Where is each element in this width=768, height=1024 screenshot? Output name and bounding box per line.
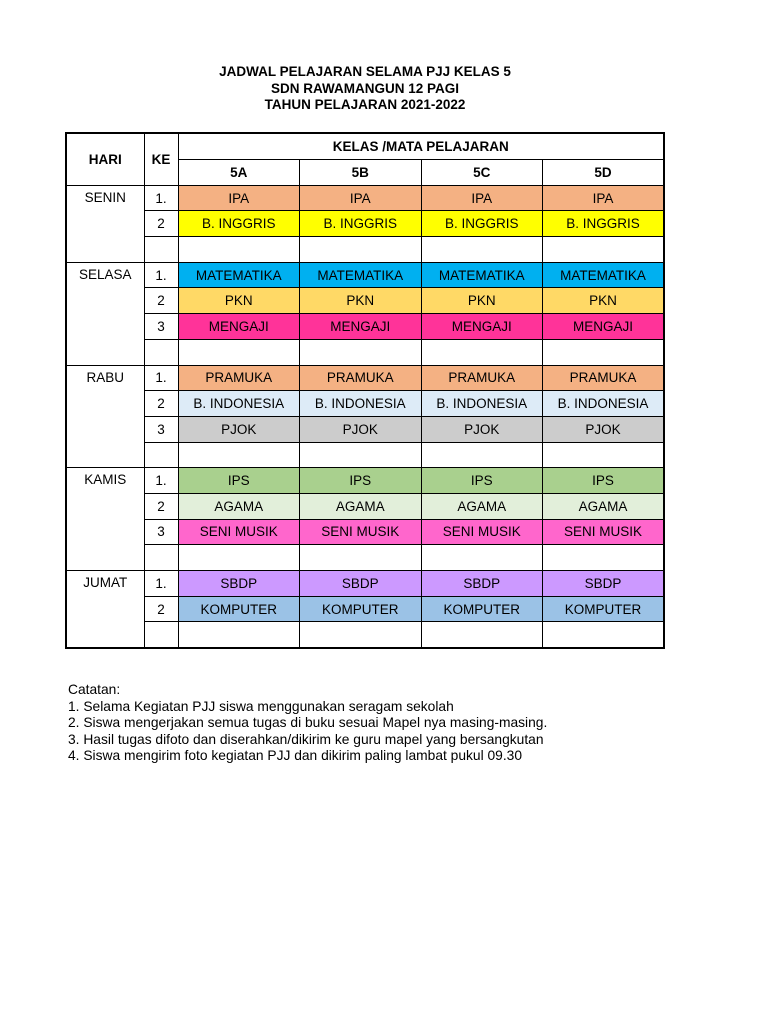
notes-item-1: 1. Selama Kegiatan PJJ siswa menggunakan seragam sekolah bbox=[68, 698, 454, 714]
subject-cell-5b: MENGAJI bbox=[300, 314, 422, 340]
document-title: JADWAL PELAJARAN SELAMA PJJ KELAS 5 bbox=[219, 64, 511, 79]
subject-cell-5c: PKN bbox=[421, 288, 543, 314]
notes-section bbox=[68, 682, 547, 765]
table-row bbox=[66, 468, 664, 494]
subject-cell-5a: MENGAJI bbox=[178, 314, 300, 340]
period-number bbox=[144, 237, 178, 263]
subject-cell-5a bbox=[178, 442, 300, 468]
subject-cell-5d: PJOK bbox=[543, 416, 665, 442]
subject-cell-5d: SENI MUSIK bbox=[543, 519, 665, 545]
table-row bbox=[66, 391, 664, 417]
subject-cell-5b: AGAMA bbox=[300, 493, 422, 519]
table-row bbox=[66, 237, 664, 263]
period-number: 1. bbox=[144, 365, 178, 391]
table-row bbox=[66, 545, 664, 571]
column-header-ke: KE bbox=[144, 133, 178, 185]
period-number: 2 bbox=[144, 493, 178, 519]
period-number bbox=[144, 442, 178, 468]
table-row bbox=[66, 596, 664, 622]
period-number: 1. bbox=[144, 468, 178, 494]
subject-cell-5c: KOMPUTER bbox=[421, 596, 543, 622]
period-number: 3 bbox=[144, 416, 178, 442]
subject-cell-5a: B. INDONESIA bbox=[178, 391, 300, 417]
schedule-table bbox=[65, 132, 665, 649]
period-number: 2 bbox=[144, 596, 178, 622]
subject-cell-5b bbox=[300, 622, 422, 648]
subject-cell-5b bbox=[300, 237, 422, 263]
day-label: JUMAT bbox=[66, 571, 144, 649]
table-row bbox=[66, 339, 664, 365]
school-name: SDN RAWAMANGUN 12 PAGI bbox=[270, 80, 460, 96]
subject-cell-5b: IPS bbox=[300, 468, 422, 494]
period-number: 3 bbox=[144, 519, 178, 545]
subject-cell-5a: PKN bbox=[178, 288, 300, 314]
table-row bbox=[66, 416, 664, 442]
notes-item-4: 4. Siswa mengirim foto kegiatan PJJ dan dikirim paling lambat pukul 09.30 bbox=[68, 748, 522, 763]
subject-cell-5b: KOMPUTER bbox=[300, 596, 422, 622]
subject-cell-5d: KOMPUTER bbox=[543, 596, 665, 622]
subject-cell-5a bbox=[178, 622, 300, 648]
subject-cell-5a bbox=[178, 339, 300, 365]
subject-cell-5b bbox=[300, 339, 422, 365]
day-label: RABU bbox=[66, 365, 144, 468]
class-header-5c: 5C bbox=[421, 160, 543, 186]
table-row bbox=[66, 571, 664, 597]
column-header-hari: HARI bbox=[66, 133, 144, 185]
subject-cell-5a: PJOK bbox=[178, 416, 300, 442]
period-number bbox=[144, 622, 178, 648]
subject-cell-5c bbox=[421, 339, 543, 365]
academic-year: TAHUN PELAJARAN 2021-2022 bbox=[264, 97, 466, 112]
period-number bbox=[144, 339, 178, 365]
table-row bbox=[66, 314, 664, 340]
table-row bbox=[66, 211, 664, 237]
table-row bbox=[66, 622, 664, 648]
subject-cell-5d bbox=[543, 442, 665, 468]
subject-cell-5d: B. INDONESIA bbox=[543, 391, 665, 417]
period-number bbox=[144, 545, 178, 571]
subject-cell-5d: PKN bbox=[543, 288, 665, 314]
subject-cell-5a: IPS bbox=[178, 468, 300, 494]
subject-cell-5a: PRAMUKA bbox=[178, 365, 300, 391]
class-header-5b: 5B bbox=[300, 160, 422, 186]
subject-cell-5d bbox=[543, 339, 665, 365]
day-label: SELASA bbox=[66, 262, 144, 365]
table-row bbox=[66, 262, 664, 288]
subject-cell-5b bbox=[300, 545, 422, 571]
subject-cell-5d: IPA bbox=[543, 185, 665, 211]
day-label: KAMIS bbox=[66, 468, 144, 571]
subject-cell-5a bbox=[178, 237, 300, 263]
document-title-block bbox=[0, 64, 730, 114]
table-row bbox=[66, 288, 664, 314]
subject-cell-5d: PRAMUKA bbox=[543, 365, 665, 391]
subject-cell-5d: AGAMA bbox=[543, 493, 665, 519]
subject-cell-5d: B. INGGRIS bbox=[543, 211, 665, 237]
subject-cell-5b: PKN bbox=[300, 288, 422, 314]
subject-cell-5d: MENGAJI bbox=[543, 314, 665, 340]
table-row bbox=[66, 519, 664, 545]
subject-cell-5a bbox=[178, 545, 300, 571]
subject-cell-5c: SBDP bbox=[421, 571, 543, 597]
table-row bbox=[66, 185, 664, 211]
subject-cell-5b bbox=[300, 442, 422, 468]
subject-cell-5a: MATEMATIKA bbox=[178, 262, 300, 288]
subject-cell-5c: MATEMATIKA bbox=[421, 262, 543, 288]
table-row bbox=[66, 442, 664, 468]
subject-cell-5d bbox=[543, 237, 665, 263]
subject-cell-5c bbox=[421, 622, 543, 648]
subject-cell-5c: SENI MUSIK bbox=[421, 519, 543, 545]
subject-cell-5d: SBDP bbox=[543, 571, 665, 597]
subject-cell-5c: MENGAJI bbox=[421, 314, 543, 340]
subject-cell-5a: AGAMA bbox=[178, 493, 300, 519]
subject-cell-5b: SBDP bbox=[300, 571, 422, 597]
subject-cell-5d bbox=[543, 545, 665, 571]
notes-item-3: 3. Hasil tugas difoto dan diserahkan/dikirim ke guru mapel yang bersangkutan bbox=[68, 731, 544, 747]
subject-cell-5d: MATEMATIKA bbox=[543, 262, 665, 288]
period-number: 2 bbox=[144, 288, 178, 314]
period-number: 2 bbox=[144, 391, 178, 417]
subject-cell-5c: B. INDONESIA bbox=[421, 391, 543, 417]
subject-cell-5c bbox=[421, 237, 543, 263]
notes-title: Catatan: bbox=[68, 682, 121, 697]
period-number: 2 bbox=[144, 211, 178, 237]
subject-cell-5c: PJOK bbox=[421, 416, 543, 442]
subject-cell-5b: MATEMATIKA bbox=[300, 262, 422, 288]
subject-cell-5a: B. INGGRIS bbox=[178, 211, 300, 237]
subject-cell-5d: IPS bbox=[543, 468, 665, 494]
subject-cell-5b: PJOK bbox=[300, 416, 422, 442]
class-header-5a: 5A bbox=[178, 160, 300, 186]
period-number: 3 bbox=[144, 314, 178, 340]
subject-cell-5d bbox=[543, 622, 665, 648]
subject-cell-5b: SENI MUSIK bbox=[300, 519, 422, 545]
subject-cell-5c: B. INGGRIS bbox=[421, 211, 543, 237]
period-number: 1. bbox=[144, 185, 178, 211]
subject-cell-5c bbox=[421, 545, 543, 571]
subject-cell-5c: PRAMUKA bbox=[421, 365, 543, 391]
subject-cell-5a: KOMPUTER bbox=[178, 596, 300, 622]
subject-cell-5a: IPA bbox=[178, 185, 300, 211]
column-group-header: KELAS /MATA PELAJARAN bbox=[178, 133, 664, 160]
subject-cell-5c bbox=[421, 442, 543, 468]
subject-cell-5a: SENI MUSIK bbox=[178, 519, 300, 545]
period-number: 1. bbox=[144, 571, 178, 597]
subject-cell-5a: SBDP bbox=[178, 571, 300, 597]
subject-cell-5b: B. INDONESIA bbox=[300, 391, 422, 417]
class-header-5d: 5D bbox=[543, 160, 665, 186]
subject-cell-5c: IPA bbox=[421, 185, 543, 211]
schedule-body bbox=[66, 185, 664, 648]
table-header-row bbox=[66, 133, 664, 160]
day-label: SENIN bbox=[66, 185, 144, 262]
subject-cell-5c: AGAMA bbox=[421, 493, 543, 519]
table-row bbox=[66, 493, 664, 519]
notes-item-2: 2. Siswa mengerjakan semua tugas di buku sesuai Mapel nya masing-masing. bbox=[68, 715, 548, 730]
table-row bbox=[66, 365, 664, 391]
subject-cell-5b: B. INGGRIS bbox=[300, 211, 422, 237]
subject-cell-5b: IPA bbox=[300, 185, 422, 211]
subject-cell-5c: IPS bbox=[421, 468, 543, 494]
subject-cell-5b: PRAMUKA bbox=[300, 365, 422, 391]
period-number: 1. bbox=[144, 262, 178, 288]
